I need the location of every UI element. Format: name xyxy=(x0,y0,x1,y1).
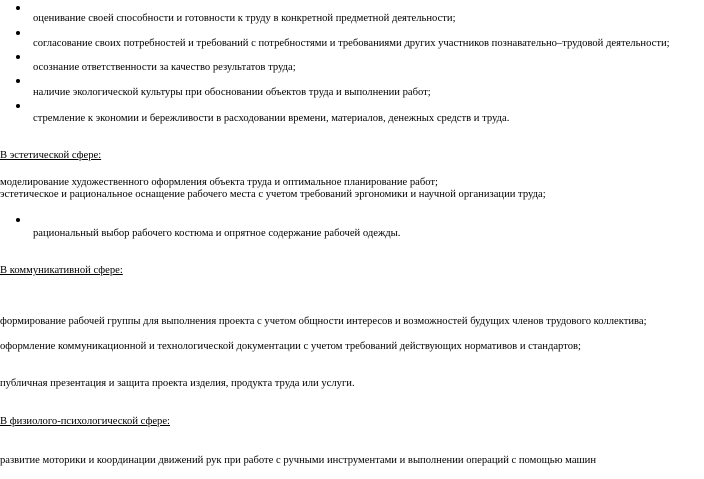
list-item: наличие экологической культуры при обосновании объектов труда и выполнении работ; xyxy=(33,87,431,98)
list-item: стремление к экономии и бережливости в расходовании времени, материалов, денежных средств и труда. xyxy=(33,113,510,124)
paragraph-line: оформление коммуникационной и технологической документации с учетом требований действующих нормативов и стандартов; xyxy=(0,341,581,352)
section-heading-physio: В физиолого-психологической сфере: xyxy=(0,416,170,427)
paragraph-line: публичная презентация и защита проекта изделия, продукта труда или услуги. xyxy=(0,378,355,389)
list-item: рациональный выбор рабочего костюма и опрятное содержание рабочей одежды. xyxy=(33,228,401,239)
list-item: осознание ответственности за качество результатов труда; xyxy=(33,62,296,73)
bullet-dot xyxy=(16,6,20,10)
bullet-dot xyxy=(16,218,20,222)
bullet-dot xyxy=(16,55,20,59)
section-heading-communicative: В коммуникативной сфере: xyxy=(0,265,123,276)
paragraph-line: моделирование художественного оформления объекта труда и оптимальное планирование работ; xyxy=(0,177,439,188)
section-heading-aesthetic: В эстетической сфере: xyxy=(0,150,102,161)
bullet-dot xyxy=(16,31,20,35)
paragraph-line: развитие моторики и координации движений рук при работе с ручными инструментами и выполнении операций с помощью машин xyxy=(0,455,597,466)
paragraph-line: эстетическое и рациональное оснащение рабочего места с учетом требований эргономики и научной организации труда; xyxy=(0,189,546,200)
list-item: согласование своих потребностей и требований с потребностями и требованиями других участников познавательно–трудовой деятельности; xyxy=(33,38,670,49)
bullet-dot xyxy=(16,79,20,83)
paragraph-line: формирование рабочей группы для выполнения проекта с учетом общности интересов и возможностей будущих членов трудового коллектива; xyxy=(0,316,647,327)
list-item: оценивание своей способности и готовности к труду в конкретной предметной деятельности; xyxy=(33,13,456,24)
bullet-dot xyxy=(16,104,20,108)
